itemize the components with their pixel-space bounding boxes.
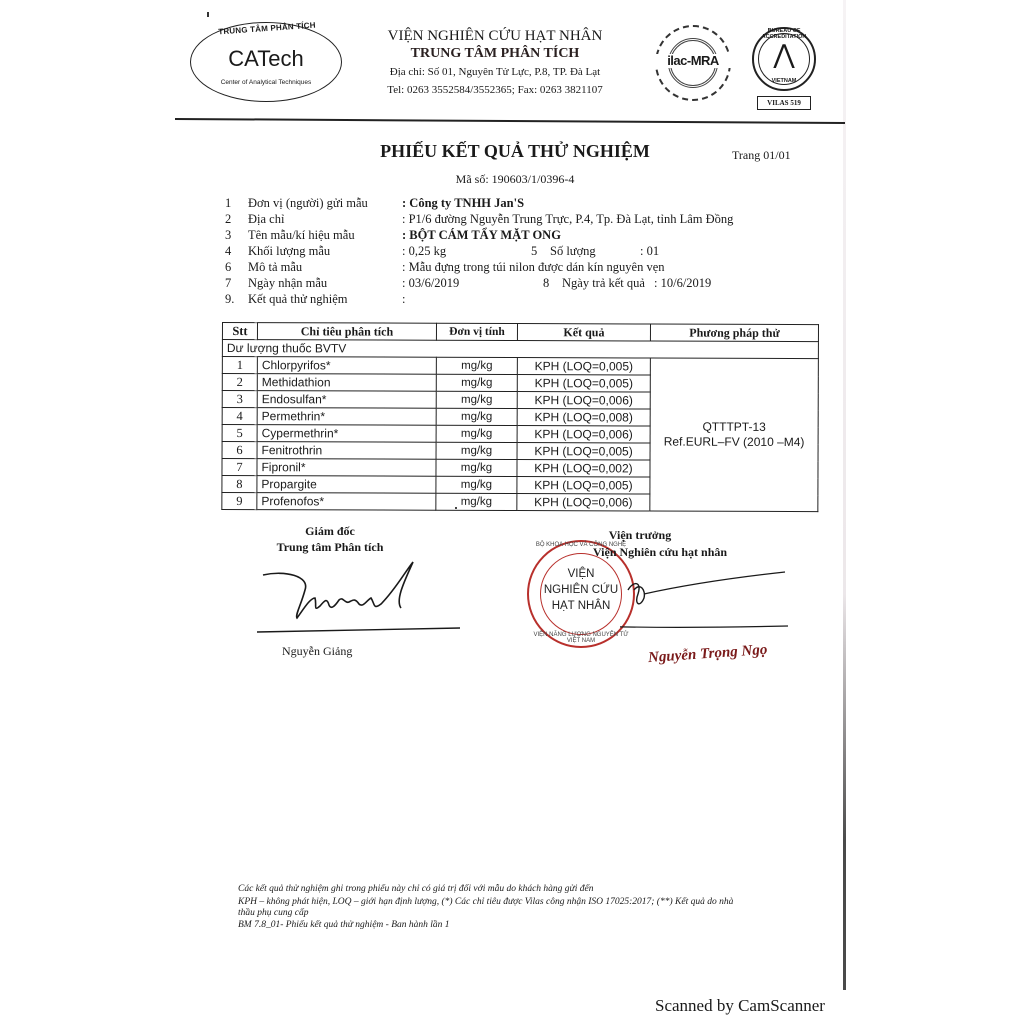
scan-speck (455, 507, 457, 509)
info-label: Ngày trả kết quả (562, 276, 645, 290)
row-stt: 8 (222, 476, 257, 493)
page-margin-right (846, 0, 1024, 1024)
left-signature-icon (255, 560, 465, 635)
info-number: 8 (543, 276, 550, 290)
row-name: Cypermethrin* (257, 425, 436, 443)
footer-form-code: BM 7.8_01- Phiếu kết quả thử nghiệm - Ban hành lần 1 (238, 920, 450, 930)
row-name: Fipronil* (257, 459, 436, 477)
left-signer-department: Trung tâm Phân tích (276, 540, 384, 554)
table-header-row (222, 323, 818, 342)
row-unit: mg/kg (436, 442, 517, 459)
row-stt: 6 (222, 442, 257, 459)
info-value: : 03/6/2019 (402, 276, 460, 290)
header-stt: Stt (222, 323, 257, 340)
info-label: Tên mẫu/kí hiệu mẫu (248, 228, 355, 242)
row-result: KPH (LOQ=0,005) (517, 443, 650, 460)
stamp-ring-top-text: BỘ KHOA HỌC VÀ CÔNG NGHỆ (535, 542, 627, 548)
right-signer-name: Nguyễn Trọng Ngọ (647, 641, 768, 667)
right-signature-icon (620, 568, 790, 628)
method-line-1: QTTTPT-13 (702, 419, 766, 434)
boa-bottom-text: VIETNAM (771, 78, 797, 84)
row-stt: 9 (222, 493, 257, 510)
address: Địa chỉ: Số 01, Nguyên Tử Lực, P.8, TP. Đà Lạt (389, 66, 601, 78)
row-result: KPH (LOQ=0,006) (517, 392, 650, 409)
page-number: Trang 01/01 (732, 148, 791, 162)
info-label: Đơn vị (người) gửi mẫu (248, 196, 368, 210)
row-result: KPH (LOQ=0,002) (517, 460, 650, 477)
info-value: : P1/6 đường Nguyễn Trung Trực, P.4, Tp. Đà Lạt, tỉnh Lâm Đồng (402, 212, 734, 226)
row-result: KPH (LOQ=0,005) (517, 358, 650, 375)
info-value: : BỘT CÁM TẨY MẶT ONG (402, 228, 561, 242)
info-label: Kết quả thử nghiệm (248, 292, 348, 306)
row-result: KPH (LOQ=0,005) (517, 477, 650, 494)
boa-a-icon: ⋀ (773, 40, 795, 70)
info-value: : 10/6/2019 (654, 276, 712, 290)
row-stt: 1 (222, 357, 257, 374)
row-result: KPH (LOQ=0,005) (517, 375, 650, 392)
row-name: Chlorpyrifos* (257, 357, 436, 375)
ilac-mra-text: ilac-MRA (652, 54, 734, 68)
row-result: KPH (LOQ=0,006) (517, 426, 650, 443)
info-number: 1 (225, 196, 232, 210)
info-number: 9. (225, 292, 235, 306)
row-unit: mg/kg (436, 391, 517, 408)
stamp-line-1: VIỆN (567, 568, 595, 580)
right-signer-department: Viện Nghiên cứu hạt nhân (592, 545, 728, 559)
group-label: Dư lượng thuốc BVTV (222, 340, 818, 359)
stamp-line-3: HẠT NHÂN (551, 600, 611, 612)
info-label: Ngày nhận mẫu (248, 276, 328, 290)
footer-note-1: Các kết quả thử nghiệm ghi trong phiếu này chỉ có giá trị đối với mẫu do khách hàng gửi đến (238, 884, 594, 894)
info-number: 2 (225, 212, 232, 226)
document-title: PHIẾU KẾT QUẢ THỬ NGHIỆM (380, 141, 650, 161)
row-name: Fenitrothrin (257, 442, 436, 460)
info-label: Số lượng (550, 244, 596, 258)
row-result: KPH (LOQ=0,008) (517, 409, 650, 426)
method-line-2: Ref.EURL–FV (2010 –M4) (663, 434, 805, 450)
row-unit: mg/kg (436, 493, 517, 510)
header-result: Kết quả (517, 324, 650, 341)
institute-name: VIỆN NGHIÊN CỨU HẠT NHÂN (387, 28, 603, 44)
footer-note-3: thầu phụ cung cấp (238, 908, 309, 918)
scan-mark (207, 12, 209, 17)
row-stt: 7 (222, 459, 257, 476)
info-label: Địa chỉ (248, 212, 285, 226)
header-indicator: Chỉ tiêu phân tích (257, 323, 436, 341)
right-signer-title: Viện trưởng (608, 528, 672, 542)
logo-sub-text: Center of Analytical Techniques (220, 79, 312, 86)
row-stt: 4 (222, 408, 257, 425)
row-unit: mg/kg (436, 476, 517, 493)
row-stt: 2 (222, 374, 257, 391)
method-cell (650, 358, 819, 512)
row-name: Propargite (257, 476, 436, 494)
info-value: : (402, 292, 406, 306)
row-name: Profenofos* (257, 493, 436, 511)
info-label: Khối lượng mẫu (248, 244, 331, 258)
row-name: Endosulfan* (257, 391, 436, 409)
info-number: 4 (225, 244, 232, 258)
boa-top-text: BUREAU OF ACCREDITATION (761, 28, 807, 40)
camscanner-watermark: Scanned by CamScanner (655, 996, 825, 1015)
info-number: 3 (225, 228, 232, 242)
header-method: Phương pháp thử (650, 324, 818, 342)
info-label: Mô tả mẫu (248, 260, 303, 274)
center-name: TRUNG TÂM PHÂN TÍCH (410, 46, 580, 61)
document-code: Mã số: 190603/1/0396-4 (455, 172, 575, 186)
row-name: Methidathion (257, 374, 436, 392)
header-unit: Đơn vị tính (436, 323, 517, 340)
info-number: 6 (225, 260, 232, 274)
row-result: KPH (LOQ=0,006) (517, 494, 650, 511)
row-unit: mg/kg (436, 425, 517, 442)
left-signer-name: Nguyễn Giảng (282, 644, 353, 658)
row-unit: mg/kg (436, 374, 517, 391)
footer-note-2: KPH – không phát hiện, LOQ – giới hạn định lượng, (*) Các chỉ tiêu được Vilas công nhận ISO 17025:2017; (**) Kết quả do nhà (238, 897, 734, 907)
contact: Tel: 0263 3552584/3552365; Fax: 0263 3821107 (387, 84, 603, 96)
row-stt: 5 (222, 425, 257, 442)
info-number: 5 (531, 244, 538, 258)
logo-top-text: TRUNG TÂM PHÂN TÍCH (218, 20, 316, 37)
info-value: : Công ty TNHH Jan'S (402, 196, 525, 210)
row-unit: mg/kg (436, 408, 517, 425)
stamp-line-2: NGHIÊN CỨU (543, 584, 619, 596)
table-row (222, 357, 818, 376)
vilas-badge: VILAS 519 (757, 96, 811, 110)
left-signer-title: Giám đốc (305, 524, 355, 538)
row-unit: mg/kg (436, 459, 517, 476)
stamp-ring-bottom-text: VIỆN NĂNG LƯỢNG NGUYÊN TỬ VIỆT NAM (533, 632, 629, 644)
info-number: 7 (225, 276, 232, 290)
page-edge (843, 0, 846, 990)
results-table (221, 322, 819, 512)
row-stt: 3 (222, 391, 257, 408)
table-group-row (222, 340, 818, 359)
info-value: : Mẫu đựng trong túi nilon được dán kín nguyên vẹn (402, 260, 665, 274)
info-value: : 0,25 kg (402, 244, 447, 258)
info-value: : 01 (640, 244, 660, 258)
stamp-center-text (540, 566, 622, 614)
logo-main-text: CATech (228, 46, 304, 71)
row-unit: mg/kg (436, 357, 517, 374)
row-name: Permethrin* (257, 408, 436, 426)
header-divider (175, 118, 845, 124)
